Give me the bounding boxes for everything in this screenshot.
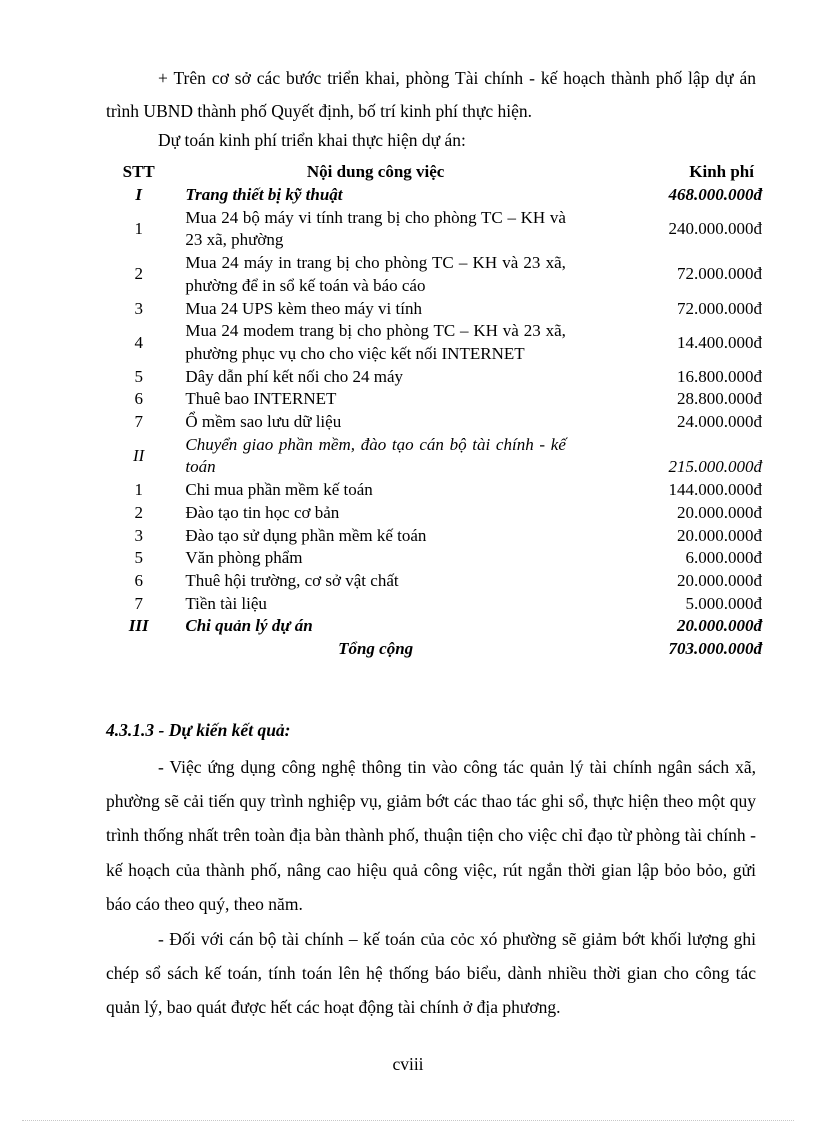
row-stt: 2 bbox=[134, 264, 143, 284]
row-cost: 20.000.000đ bbox=[677, 616, 762, 636]
budget-table bbox=[106, 160, 762, 661]
page-bottom-divider bbox=[22, 1120, 794, 1121]
row-content: Trang thiết bị kỹ thuật bbox=[185, 185, 343, 204]
page-number: cviii bbox=[392, 1054, 424, 1074]
row-stt: 5 bbox=[134, 366, 143, 386]
row-stt: 5 bbox=[134, 548, 143, 568]
table-row bbox=[106, 252, 762, 297]
header-content: Nội dung công việc bbox=[306, 161, 445, 181]
row-content: Dây dẫn phí kết nối cho 24 máy bbox=[185, 366, 404, 386]
row-stt: II bbox=[133, 446, 145, 466]
table-row bbox=[106, 593, 762, 616]
table-row bbox=[106, 479, 762, 502]
total-value: 703.000.000đ bbox=[668, 639, 762, 659]
row-stt: 7 bbox=[134, 593, 143, 613]
table-row bbox=[106, 525, 762, 548]
row-content: Mua 24 UPS kèm theo máy vi tính bbox=[185, 298, 422, 318]
table-row bbox=[106, 411, 762, 434]
row-stt: 6 bbox=[134, 570, 143, 590]
table-row bbox=[106, 320, 762, 365]
row-content: Đào tạo sử dụng phần mềm kế toán bbox=[185, 525, 427, 545]
table-total-row bbox=[106, 638, 762, 661]
row-stt: 6 bbox=[134, 389, 143, 409]
total-label: Tổng cộng bbox=[338, 639, 414, 659]
row-content: Chi quản lý dự án bbox=[185, 616, 313, 636]
row-cost: 468.000.000đ bbox=[668, 185, 762, 204]
row-stt: 7 bbox=[134, 412, 143, 432]
table-row bbox=[106, 388, 762, 411]
row-content: Ổ mềm sao lưu dữ liệu bbox=[185, 412, 342, 432]
row-cost: 144.000.000đ bbox=[668, 480, 762, 500]
row-stt: 1 bbox=[134, 219, 143, 239]
header-cost: Kinh phí bbox=[689, 161, 754, 181]
row-content: Mua 24 máy in trang bị cho phòng TC – KH và 23 xã, phường để in sổ kế toán và báo cáo bbox=[185, 253, 566, 295]
result-paragraph-2: - Đối với cán bộ tài chính – kế toán của cỏc xó phường sẽ giảm bớt khối lượng ghi chép sổ sách kế toán, tính toán lên hệ thống báo biểu, dành nhiều thời gian cho công tác quản lý, bao quát được hết các hoạt động tài chính ở địa phương. bbox=[106, 929, 756, 1018]
row-cost: 20.000.000đ bbox=[677, 525, 762, 545]
row-cost: 5.000.000đ bbox=[685, 593, 762, 613]
section-heading: 4.3.1.3 - Dự kiến kết quả: bbox=[106, 720, 291, 740]
budget-intro-paragraph: Dự toán kinh phí triển khai thực hiện dự án: bbox=[158, 130, 466, 150]
row-cost: 72.000.000đ bbox=[677, 298, 762, 318]
row-content: Đào tạo tin học cơ bản bbox=[185, 502, 340, 522]
row-content: Chuyển giao phần mềm, đào tạo cán bộ tài chính - kế toán bbox=[185, 434, 566, 477]
header-stt: STT bbox=[122, 161, 155, 181]
row-cost: 240.000.000đ bbox=[668, 219, 762, 239]
row-cost: 6.000.000đ bbox=[685, 548, 762, 568]
row-stt: 2 bbox=[134, 502, 143, 522]
row-content: Thuê bao INTERNET bbox=[185, 389, 337, 409]
table-header-row bbox=[106, 160, 762, 184]
table-row bbox=[106, 570, 762, 593]
table-row-group bbox=[106, 184, 762, 207]
row-cost: 72.000.000đ bbox=[677, 264, 762, 284]
row-content: Văn phòng phẩm bbox=[185, 548, 303, 568]
row-cost: 20.000.000đ bbox=[677, 502, 762, 522]
row-cost: 28.800.000đ bbox=[677, 389, 762, 409]
row-content: Tiền tài liệu bbox=[185, 593, 267, 613]
row-stt: III bbox=[128, 616, 149, 636]
row-stt: 4 bbox=[134, 332, 143, 352]
row-stt: 1 bbox=[134, 480, 143, 500]
row-content: Chi mua phần mềm kế toán bbox=[185, 480, 373, 500]
table-row bbox=[106, 298, 762, 321]
table-row-group bbox=[106, 434, 762, 479]
table-row bbox=[106, 502, 762, 525]
table-row bbox=[106, 366, 762, 389]
row-stt: 3 bbox=[134, 298, 143, 318]
row-content: Thuê hội trường, cơ sở vật chất bbox=[185, 570, 399, 590]
result-paragraph-1: - Việc ứng dụng công nghệ thông tin vào công tác quản lý tài chính ngân sách xã, phường sẽ cải tiến quy trình nghiệp vụ, giảm bớt các thao tác ghi sổ, thực hiện theo một quy trình thống nhất trên toàn địa bàn thành phố, thuận tiện cho việc chỉ đạo từ phòng tài chính - kế hoạch của thành phố, nâng cao hiệu quả công việc, rút ngắn thời gian lập bỏo bỏo, gửi báo cáo theo quý, theo năm. bbox=[106, 757, 756, 914]
row-cost: 14.400.000đ bbox=[677, 332, 762, 352]
table-row bbox=[106, 207, 762, 252]
row-cost: 215.000.000đ bbox=[668, 457, 762, 477]
row-cost: 16.800.000đ bbox=[677, 366, 762, 386]
row-content: Mua 24 modem trang bị cho phòng TC – KH và 23 xã, phường phục vụ cho cho việc kết nối INTERNET bbox=[185, 321, 566, 363]
row-stt: 3 bbox=[134, 525, 143, 545]
row-content: Mua 24 bộ máy vi tính trang bị cho phòng TC – KH và 23 xã, phường bbox=[185, 207, 566, 250]
row-stt: I bbox=[135, 185, 142, 204]
intro-paragraph: + Trên cơ sở các bước triển khai, phòng Tài chính - kế hoạch thành phố lập dự án trình UBND thành phố Quyết định, bố trí kinh phí thực hiện. bbox=[106, 68, 756, 121]
row-cost: 20.000.000đ bbox=[677, 570, 762, 590]
table-row-group bbox=[106, 615, 762, 638]
row-cost: 24.000.000đ bbox=[677, 412, 762, 432]
table-row bbox=[106, 547, 762, 570]
